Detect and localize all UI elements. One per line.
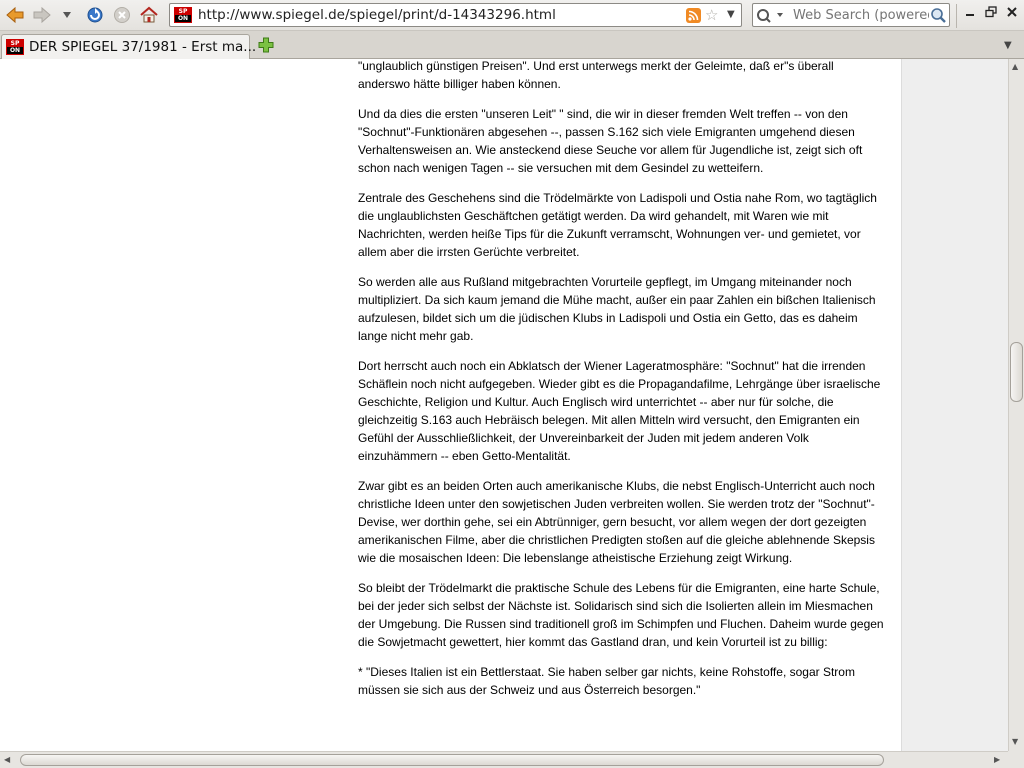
horizontal-scrollbar[interactable] (0, 751, 1008, 768)
minimize-button[interactable] (963, 6, 977, 20)
article-paragraph: Zentrale des Geschehens sind die Trödelmärkte von Ladispoli und Ostia nahe Rom, wo tagtäglich die unglaublichsten Geschäftchen getätigt werden. Da wird gehandelt, mit Waren wie mit Nachrichten, werden heiße Tips für die Zukunft verramscht, Wohnungen ver- und gemietet, vor allem aber die irrsten Gerüchte verbreitet. (358, 191, 877, 259)
bookmark-star-icon[interactable]: ☆ (705, 6, 719, 24)
article-paragraph: So werden alle aus Rußland mitgebrachten Vorurteile gepflegt, im Umgang miteinander noch multipliziert. Da sich kaum jemand die Mühe macht, außer ein paar Zahlen ein bißchen Italienisch aufzulesen, bildet sich um die jüdischen Klubs in Ladispoli und Ostia ein Getto, das es daheim lange nicht mehr gab. (358, 275, 876, 343)
vertical-scroll-thumb[interactable] (1010, 342, 1023, 402)
stop-button[interactable] (110, 4, 134, 26)
close-icon (1006, 6, 1018, 18)
minimize-icon (964, 6, 976, 18)
plus-icon (257, 36, 275, 54)
reload-icon (86, 6, 104, 24)
scroll-left-icon[interactable]: ◀ (4, 755, 11, 764)
search-input[interactable] (793, 7, 929, 23)
article-paragraph: So bleibt der Trödelmarkt die praktische Schule des Lebens für die Emigranten, eine harte Schule, bei der jeder sich selbst der Nächste ist. Solidarisch sind sich die Isolierten allein im Miesmachen der Umgebung. Die Russen sind traditionell groß im Schimpfen und Fluchen. Daheim wurde gegen die Sowjetmacht gewettert, hier kommt das Gastland dran, und kein Vorurteil ist zu billig: (358, 581, 884, 649)
back-button[interactable] (3, 4, 27, 26)
url-bar[interactable] (169, 3, 742, 27)
url-text[interactable]: http://www.spiegel.de/spiegel/print/d-14343296.html (198, 7, 556, 23)
article-paragraph: Zwar gibt es an beiden Orten auch amerikanische Klubs, die nebst Englisch-Unterricht auch noch christliche Ideen unter den sowjetischen Juden verbreiten wollen. Sie werden trotz der "Sochnut"-Devise, wer dorthin gehe, sei ein Abtrünniger, gern besucht, vor allem wegen der dort gezeigten amerikanischen Filme, aber die christlichen Predigten stoßen auf die gleiche ablehnende Skepsis wie die mosaischen Ideen: Die lebenslange atheistische Erziehung zeigt Wirkung. (358, 479, 875, 565)
article-body (358, 59, 884, 711)
horizontal-scroll-thumb[interactable] (20, 754, 884, 766)
scroll-up-icon[interactable]: ▲ (1012, 62, 1019, 71)
search-go-button[interactable] (930, 7, 947, 28)
page-content (0, 59, 1008, 751)
search-engine-selector[interactable] (755, 7, 789, 24)
reload-button[interactable] (83, 4, 107, 26)
back-icon (5, 6, 25, 24)
search-engine-icon (755, 7, 789, 24)
scrollbar-corner (1008, 751, 1024, 768)
rss-icon (686, 8, 701, 23)
forward-icon (32, 6, 52, 24)
search-icon (930, 7, 947, 24)
article-paragraph: Dort herrscht auch noch ein Abklatsch der Wiener Lageratmosphäre: "Sochnut" hat die irrenden Schäflein noch nicht aufgegeben. Wieder gibt es die Propagandafilme, Lehrgänge über israelische Geschichte, Religion und Kultur. Auch Englisch wird unterrichtet -- aber nur für solche, die gleichzeitig S.163 auch Hebräisch belegen. Mit allen Mitteln wird versucht, den Emigranten ein Gefühl der Ausschließlichkeit, der Unvereinbarkeit der Juden mit jedem anderen Volk einzuhämmern -- eben Getto-Mentalität. (358, 359, 881, 463)
article-paragraph: * "Dieses Italien ist ein Bettlerstaat. Sie haben selber gar nichts, keine Rohstoffe, sogar Strom müssen sie sich aus der Schweiz und aus Österreich besorgen." (358, 665, 855, 697)
new-tab-button[interactable] (257, 36, 275, 58)
vertical-scrollbar[interactable] (1008, 59, 1024, 751)
article-paragraph: Und da dies die ersten "unseren Leit" " sind, die wir in dieser fremden Welt treffen -- von den "Sochnut"-Funktionären abgesehen --, passen S.162 sich viele Emigranten umgehend diesen Verhaltensweisen an. Wie ansteckend diese Seuche vor allem für Jugendliche ist, zeigt sich oft schon nach wenigen Tagen -- sie versuchen mit dem Gesindel zu wetteifern. (358, 107, 863, 175)
tab-favicon: SP ON (6, 39, 24, 55)
article-paragraph: "unglaublich günstigen Preisen". Und erst unterwegs merkt der Geleimte, daß er"s überall anderswo hätte billiger haben können. (358, 59, 834, 91)
rss-button[interactable] (686, 8, 701, 27)
tab-strip (0, 31, 1024, 59)
tab-title: DER SPIEGEL 37/1981 - Erst ma... (29, 39, 257, 55)
url-dropdown-icon[interactable]: ▼ (727, 9, 735, 20)
restore-icon (985, 6, 997, 18)
history-dropdown-icon (62, 11, 72, 19)
toolbar-separator (956, 4, 957, 28)
home-button[interactable] (137, 4, 161, 26)
navigation-toolbar (0, 0, 1024, 31)
right-sidebar (901, 59, 1008, 751)
site-favicon: SP ON (174, 7, 192, 23)
tab-list-dropdown-icon[interactable]: ▼ (1004, 40, 1012, 51)
home-icon (139, 6, 159, 24)
restore-button[interactable] (984, 6, 998, 20)
close-window-button[interactable] (1005, 6, 1019, 20)
tab-spiegel-article[interactable] (1, 34, 257, 59)
history-dropdown-button[interactable] (58, 4, 76, 26)
scroll-right-icon[interactable]: ▶ (994, 755, 1001, 764)
search-bar (752, 3, 950, 27)
scroll-down-icon[interactable]: ▼ (1012, 737, 1019, 746)
forward-button[interactable] (30, 4, 54, 26)
stop-icon (113, 6, 131, 24)
